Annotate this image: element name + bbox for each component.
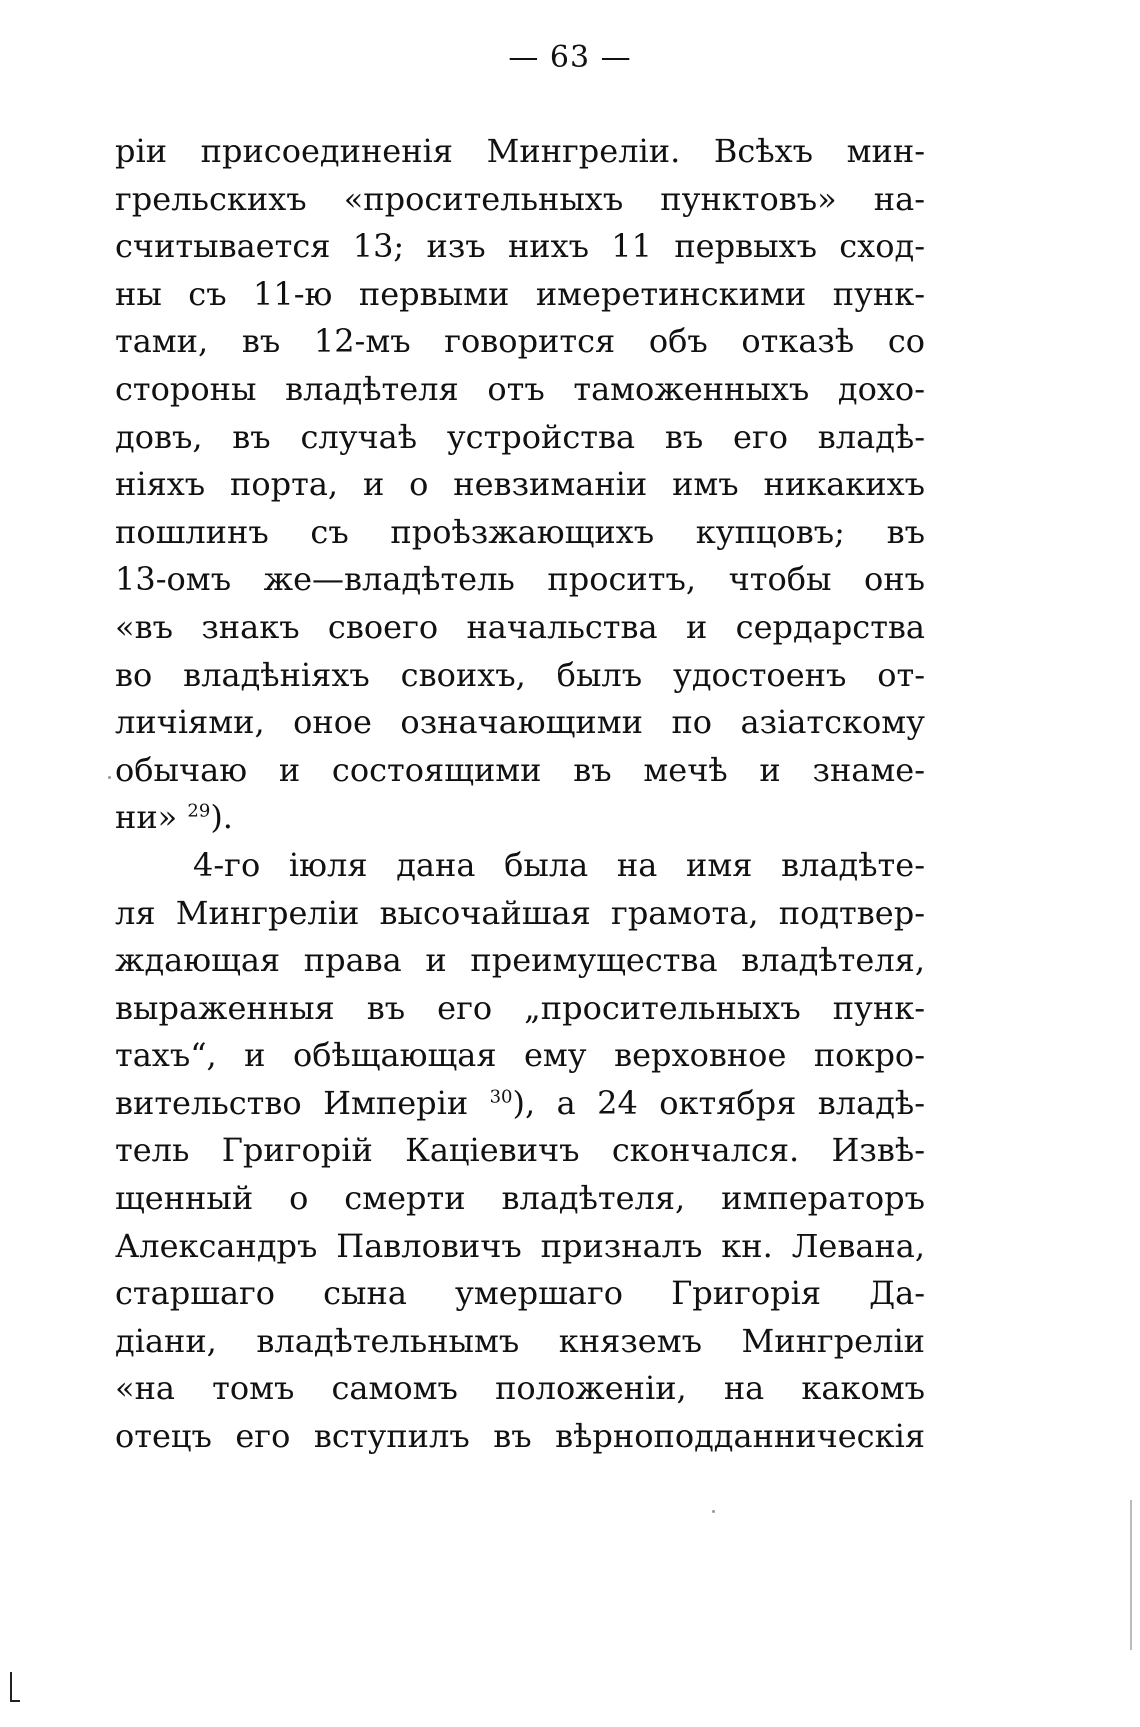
scan-edge-mark [10, 1700, 20, 1702]
text-line: довъ, въ случаѣ устройства въ его владѣ- [115, 417, 925, 456]
text-line: грельскихъ «просительныхъ пунктовъ» на- [115, 179, 925, 218]
text-line: личіями, оное означающими по азіатскому [115, 703, 925, 742]
text-fragment: ни» [115, 798, 178, 837]
text-line: 13-омъ же—владѣтель проситъ, чтобы онъ [115, 560, 925, 599]
text-line: тами, въ 12-мъ говорится объ отказѣ со [115, 322, 925, 361]
body-text [115, 128, 925, 1461]
text-line: Александръ Павловичъ призналъ кн. Левана, [115, 1226, 925, 1265]
footnote-ref: 30 [489, 1086, 513, 1108]
text-line: діани, владѣтельнымъ княземъ Мингреліи [115, 1321, 925, 1360]
text-line: считывается 13; изъ нихъ 11 первыхъ сход- [115, 227, 925, 266]
text-line [115, 1080, 925, 1128]
text-line: старшаго сына умершаго Григорія Да- [115, 1274, 925, 1313]
text-line: пошлинъ съ проѣзжающихъ купцовъ; въ [115, 512, 925, 551]
text-line: ждающая права и преимущества владѣтеля, [115, 941, 925, 980]
text-line: стороны владѣтеля отъ таможенныхъ дохо- [115, 369, 925, 408]
text-line: ны съ 11-ю первыми имеретинскими пунк- [115, 274, 925, 313]
text-fragment: вительство Имперіи [115, 1083, 490, 1122]
text-fragment: ). [210, 798, 233, 837]
text-line: тель Григорій Каціевичъ скончался. Извѣ- [115, 1131, 925, 1170]
text-line: «въ знакъ своего начальства и сердарства [115, 607, 925, 646]
text-line-last [115, 794, 925, 842]
text-line: ля Мингреліи высочайшая грамота, подтвер- [115, 893, 925, 932]
text-line: ніяхъ порта, и о невзиманіи имъ никакихъ [115, 465, 925, 504]
text-line: отецъ его вступилъ въ вѣрноподданническія [115, 1417, 925, 1456]
scan-speck [108, 776, 111, 779]
page-number: — 63 — [508, 40, 632, 75]
text-line-indented: 4-го іюля дана была на имя владѣте- [193, 845, 925, 884]
text-line: ріи присоединенія Мингреліи. Всѣхъ мин- [115, 132, 925, 170]
text-line: тахъ“, и обѣщающая ему верховное покро- [115, 1036, 925, 1075]
scan-speck [712, 1510, 715, 1513]
text-line: выраженныя въ его „просительныхъ пунк- [115, 988, 925, 1027]
scan-edge-mark [10, 1672, 12, 1702]
text-line: обычаю и состоящими въ мечѣ и знаме- [115, 750, 925, 789]
text-line: во владѣніяхъ своихъ, былъ удостоенъ от- [115, 655, 925, 694]
text-fragment: ), а 24 октября владѣ- [512, 1083, 925, 1122]
text-line: щенный о смерти владѣтеля, императоръ [115, 1179, 925, 1218]
footnote-ref: 29 [187, 800, 211, 822]
scan-edge-mark [1130, 1500, 1132, 1650]
text-line: «на томъ самомъ положеніи, на какомъ [115, 1369, 925, 1408]
